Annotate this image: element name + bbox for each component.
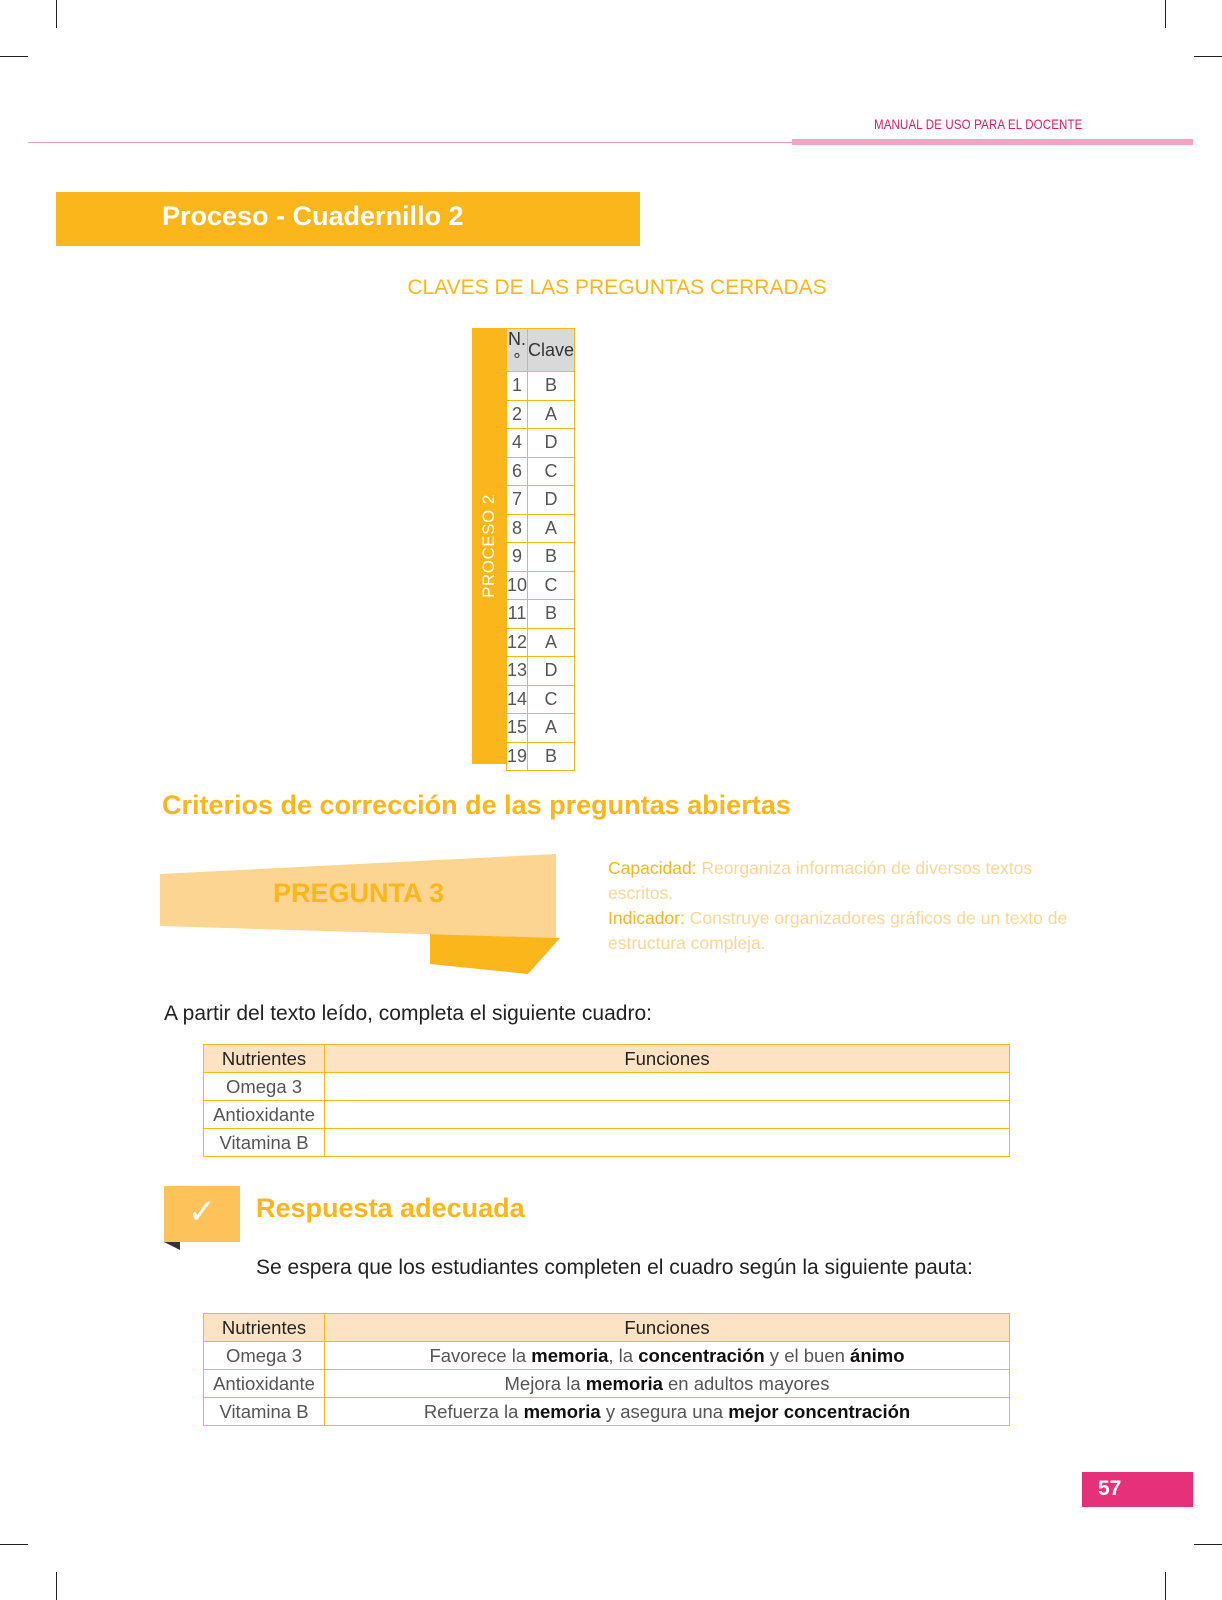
question-number-cell: 13	[507, 657, 528, 686]
answer-key-cell: D	[528, 429, 575, 458]
answer-key-cell: C	[528, 571, 575, 600]
question-number-cell: 10	[507, 571, 528, 600]
answer-key-cell: B	[528, 543, 575, 572]
answer-key-cell: A	[528, 628, 575, 657]
question-number-cell: 8	[507, 514, 528, 543]
function-text: Mejora la	[504, 1372, 586, 1394]
section-title: Proceso - Cuadernillo 2	[162, 201, 464, 231]
question-label: PREGUNTA 3	[273, 878, 445, 908]
table-row	[507, 457, 575, 486]
table-row	[507, 543, 575, 572]
question-number-cell: 15	[507, 714, 528, 743]
keys-table-caption: CLAVES DE LAS PREGUNTAS CERRADAS	[407, 276, 827, 299]
question-number-cell: 11	[507, 600, 528, 629]
crop-mark	[1194, 1544, 1222, 1545]
nutrient-cell: Vitamina B	[204, 1129, 325, 1157]
function-cell-blank	[325, 1129, 1010, 1157]
table-row	[204, 1129, 1010, 1157]
capacity-indicator-block	[608, 856, 1068, 956]
nutrient-cell: Antioxidante	[204, 1370, 325, 1398]
nutrient-cell: Vitamina B	[204, 1398, 325, 1426]
column-header-nutrients: Nutrientes	[204, 1314, 325, 1342]
function-keyword: mejor concentración	[728, 1400, 911, 1422]
header-rule-accent	[792, 139, 1193, 145]
function-cell-blank	[325, 1101, 1010, 1129]
section-title-bar	[56, 192, 640, 246]
answer-lead: Se espera que los estudiantes completen el cuadro según la siguiente pauta:	[256, 1256, 973, 1279]
crop-mark	[0, 56, 28, 57]
function-cell-blank	[325, 1073, 1010, 1101]
function-keyword: memoria	[531, 1344, 609, 1366]
question-number-cell: 7	[507, 486, 528, 515]
table-header-row	[204, 1045, 1010, 1073]
function-cell	[325, 1342, 1010, 1370]
answer-nutrients-table	[203, 1313, 1010, 1426]
question-number-cell: 6	[507, 457, 528, 486]
function-keyword: ánimo	[850, 1344, 905, 1366]
function-text: en adultos mayores	[662, 1372, 830, 1394]
answer-key-cell: B	[528, 742, 575, 771]
answer-key-cell: A	[528, 714, 575, 743]
answer-key-cell: D	[528, 657, 575, 686]
column-header-functions: Funciones	[325, 1045, 1010, 1073]
function-text: y el buen	[764, 1344, 851, 1366]
table-row	[507, 514, 575, 543]
question-number-cell: 12	[507, 628, 528, 657]
function-keyword: memoria	[585, 1372, 663, 1394]
answer-key-cell: C	[528, 457, 575, 486]
function-keyword: memoria	[523, 1400, 601, 1422]
column-header-nutrients: Nutrientes	[204, 1045, 325, 1073]
function-text: Favorece la	[429, 1344, 532, 1366]
column-header-key: Clave	[528, 329, 575, 372]
question-number-cell: 14	[507, 685, 528, 714]
table-row	[204, 1073, 1010, 1101]
answer-key-cell: A	[528, 514, 575, 543]
check-badge	[164, 1186, 240, 1242]
table-row	[204, 1370, 1010, 1398]
table-row	[507, 742, 575, 771]
page-number-tab	[1082, 1472, 1193, 1507]
table-row	[507, 657, 575, 686]
question-prompt: A partir del texto leído, completa el siguiente cuadro:	[164, 1002, 652, 1025]
table-row	[507, 486, 575, 515]
question-number-cell: 1	[507, 372, 528, 401]
blank-nutrients-table	[203, 1044, 1010, 1157]
answer-key-cell: C	[528, 685, 575, 714]
indicator-text: Construye organizadores gráficos de un texto de estructura compleja.	[608, 908, 1068, 953]
answer-keys-table	[506, 328, 575, 771]
crop-mark	[0, 1544, 28, 1545]
nutrient-cell: Omega 3	[204, 1073, 325, 1101]
function-text: , la	[608, 1344, 639, 1366]
nutrient-cell: Antioxidante	[204, 1101, 325, 1129]
answer-key-cell: D	[528, 486, 575, 515]
function-cell	[325, 1398, 1010, 1426]
capacity-text: Reorganiza información de diversos textos escritos.	[608, 858, 1033, 903]
table-row	[507, 571, 575, 600]
table-row	[507, 628, 575, 657]
capacity-label: Capacidad:	[608, 858, 697, 878]
process-band-label: PROCESO 2	[479, 494, 498, 598]
question-number-cell: 9	[507, 543, 528, 572]
table-header-row	[204, 1314, 1010, 1342]
check-icon: ✓	[187, 1192, 217, 1232]
crop-mark	[1165, 0, 1166, 28]
table-row	[507, 600, 575, 629]
table-header-row	[507, 329, 575, 372]
function-text: y asegura una	[600, 1400, 729, 1422]
indicator-label: Indicador:	[608, 908, 685, 928]
crop-mark	[56, 1572, 57, 1600]
column-header-number: N.°	[508, 329, 527, 370]
question-number-cell: 19	[507, 742, 528, 771]
criteria-heading: Criterios de corrección de las preguntas abiertas	[162, 790, 791, 820]
table-row	[507, 400, 575, 429]
table-row	[204, 1342, 1010, 1370]
crop-mark	[56, 0, 57, 28]
answer-key-cell: B	[528, 372, 575, 401]
answer-key-cell: B	[528, 600, 575, 629]
table-row	[507, 372, 575, 401]
crop-mark	[1165, 1572, 1166, 1600]
question-number-cell: 4	[507, 429, 528, 458]
crop-mark	[1194, 56, 1222, 57]
function-cell	[325, 1370, 1010, 1398]
table-row	[507, 714, 575, 743]
page-number: 57	[1098, 1477, 1122, 1500]
column-header-functions: Funciones	[325, 1314, 1010, 1342]
nutrient-cell: Omega 3	[204, 1342, 325, 1370]
answer-key-cell: A	[528, 400, 575, 429]
answer-heading: Respuesta adecuada	[256, 1193, 525, 1223]
running-header: MANUAL DE USO PARA EL DOCENTE	[874, 116, 1083, 132]
process-band	[472, 328, 506, 764]
table-row	[507, 685, 575, 714]
table-row	[204, 1101, 1010, 1129]
table-row	[507, 429, 575, 458]
question-number-cell: 2	[507, 400, 528, 429]
function-keyword: concentración	[638, 1344, 765, 1366]
check-badge-tab	[164, 1242, 180, 1250]
question-ribbon	[160, 854, 560, 974]
table-row	[204, 1398, 1010, 1426]
function-text: Refuerza la	[423, 1400, 524, 1422]
